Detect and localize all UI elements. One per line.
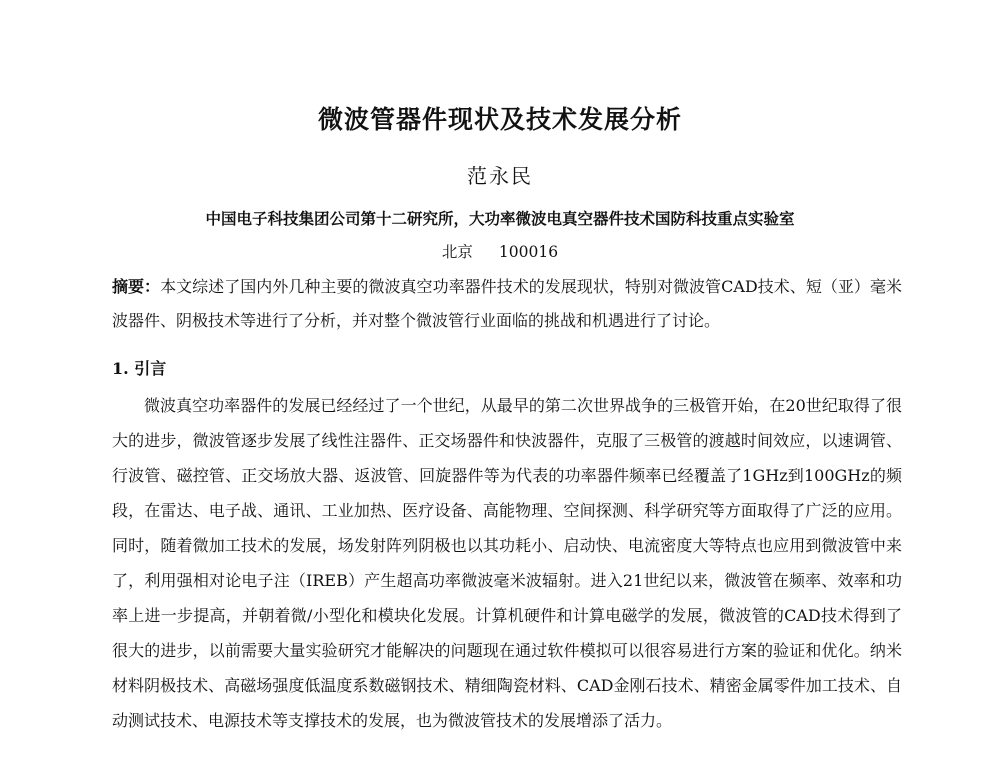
abstract	[112, 270, 902, 338]
abstract-text: 本文综述了国内外几种主要的微波真空功率器件技术的发展现状，特别对微波管CAD技术、短（亚）毫米波器件、阴极技术等进行了分析，并对整个微波管行业面临的挑战和机遇进行了讨论。	[112, 277, 902, 330]
author-location	[0, 240, 1000, 264]
postal-code: 100016	[498, 243, 559, 261]
author-affiliation: 中国电子科技集团公司第十二研究所，大功率微波电真空器件技术国防科技重点实验室	[205, 209, 795, 228]
abstract-label: 摘要：	[112, 277, 161, 296]
city: 北京	[441, 243, 473, 261]
author-name: 范永民	[467, 164, 533, 188]
introduction-paragraph: 微波真空功率器件的发展已经经过了一个世纪，从最早的第二次世界战争的三极管开始，在20世纪取得了很大的进步，微波管逐步发展了线性注器件、正交场器件和快波器件，克服了三极管的渡越时间效应，以速调管、行波管、磁控管、正交场放大器、返波管、回旋器件等为代表的功率器件频率已经覆盖了1GHz到100GHz的频段，在雷达、电子战、通讯、工业加热、医疗设备、高能物理、空间探测、科学研究等方面取得了广泛的应用。同时，随着微加工技术的发展，场发射阵列阴极也以其功耗小、启动快、电流密度大等特点也应用到微波管中来了，利用强相对论电子注（IREB）产生超高功率微波毫米波辐射。进入21世纪以来，微波管在频率、效率和功率上进一步提高，并朝着微/小型化和模块化发展。计算机硬件和计算电磁学的发展，微波管的CAD技术得到了很大的进步，以前需要大量实验研究才能解决的问题现在通过软件模拟可以很容易进行方案的验证和优化。纳米材料阴极技术、高磁场强度低温度系数磁钢技术、精细陶瓷材料、CAD金刚石技术、精密金属零件加工技术、自动测试技术、电源技术等支撑技术的发展，也为微波管技术的发展增添了活力。	[112, 396, 902, 730]
section-heading-introduction: 1. 引言	[112, 359, 167, 378]
paper-title: 微波管器件现状及技术发展分析	[317, 105, 682, 134]
